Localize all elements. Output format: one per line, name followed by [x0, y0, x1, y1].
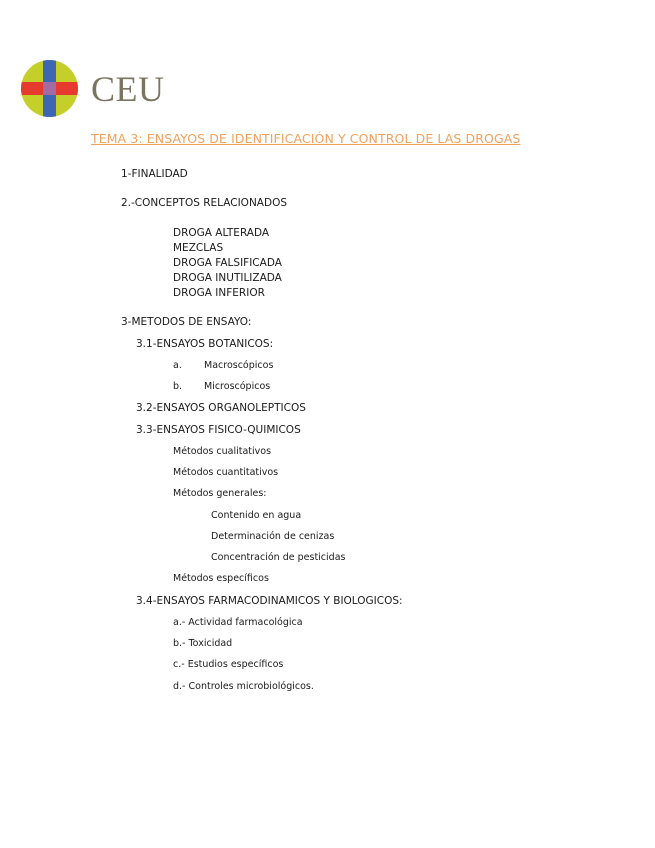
list-item: a.- Actividad farmacológica: [173, 617, 303, 628]
subsection-farmacodinamicos: 3.4-ENSAYOS FARMACODINAMICOS Y BIOLOGICOS:: [136, 595, 403, 607]
subsection-botanicos: 3.1-ENSAYOS BOTANICOS:: [136, 338, 274, 350]
concept-item: DROGA INUTILIZADA: [173, 272, 282, 284]
list-item: c.- Estudios específicos: [173, 659, 284, 670]
sub-list-item: Contenido en agua: [211, 510, 302, 521]
list-item: [173, 380, 270, 394]
item-text: Macroscópicos: [204, 360, 274, 371]
concept-item: MEZCLAS: [173, 242, 224, 254]
item-prefix: a.: [173, 360, 182, 371]
sub-list-item: Determinación de cenizas: [211, 531, 335, 542]
concept-item: DROGA FALSIFICADA: [173, 257, 282, 269]
list-item: b.- Toxicidad: [173, 638, 233, 649]
item-prefix: b.: [173, 381, 183, 392]
section-finalidad: 1-FINALIDAD: [121, 168, 188, 180]
logo-text: CEU: [91, 69, 165, 109]
page-title: TEMA 3: ENSAYOS DE IDENTIFICACIÓN Y CONTROL DE LAS DROGAS: [91, 131, 521, 146]
list-item: Métodos generales:: [173, 488, 267, 499]
ceu-logo-icon: [21, 60, 78, 117]
concept-item: DROGA ALTERADA: [173, 227, 270, 239]
subsection-fisico-quimicos: 3.3-ENSAYOS FISICO-QUIMICOS: [136, 424, 301, 436]
sub-list-item: Concentración de pesticidas: [211, 552, 346, 563]
list-item: d.- Controles microbiológicos.: [173, 681, 314, 692]
subsection-organolepticos: 3.2-ENSAYOS ORGANOLEPTICOS: [136, 402, 306, 414]
list-item: Métodos cuantitativos: [173, 467, 279, 478]
concept-item: DROGA INFERIOR: [173, 287, 265, 299]
item-text: Microscópicos: [204, 381, 271, 392]
list-item: [173, 359, 273, 373]
section-conceptos: 2.-CONCEPTOS RELACIONADOS: [121, 197, 288, 209]
section-metodos: 3-METODOS DE ENSAYO:: [121, 316, 252, 328]
list-item: Métodos específicos: [173, 573, 269, 584]
list-item: Métodos cualitativos: [173, 446, 272, 457]
